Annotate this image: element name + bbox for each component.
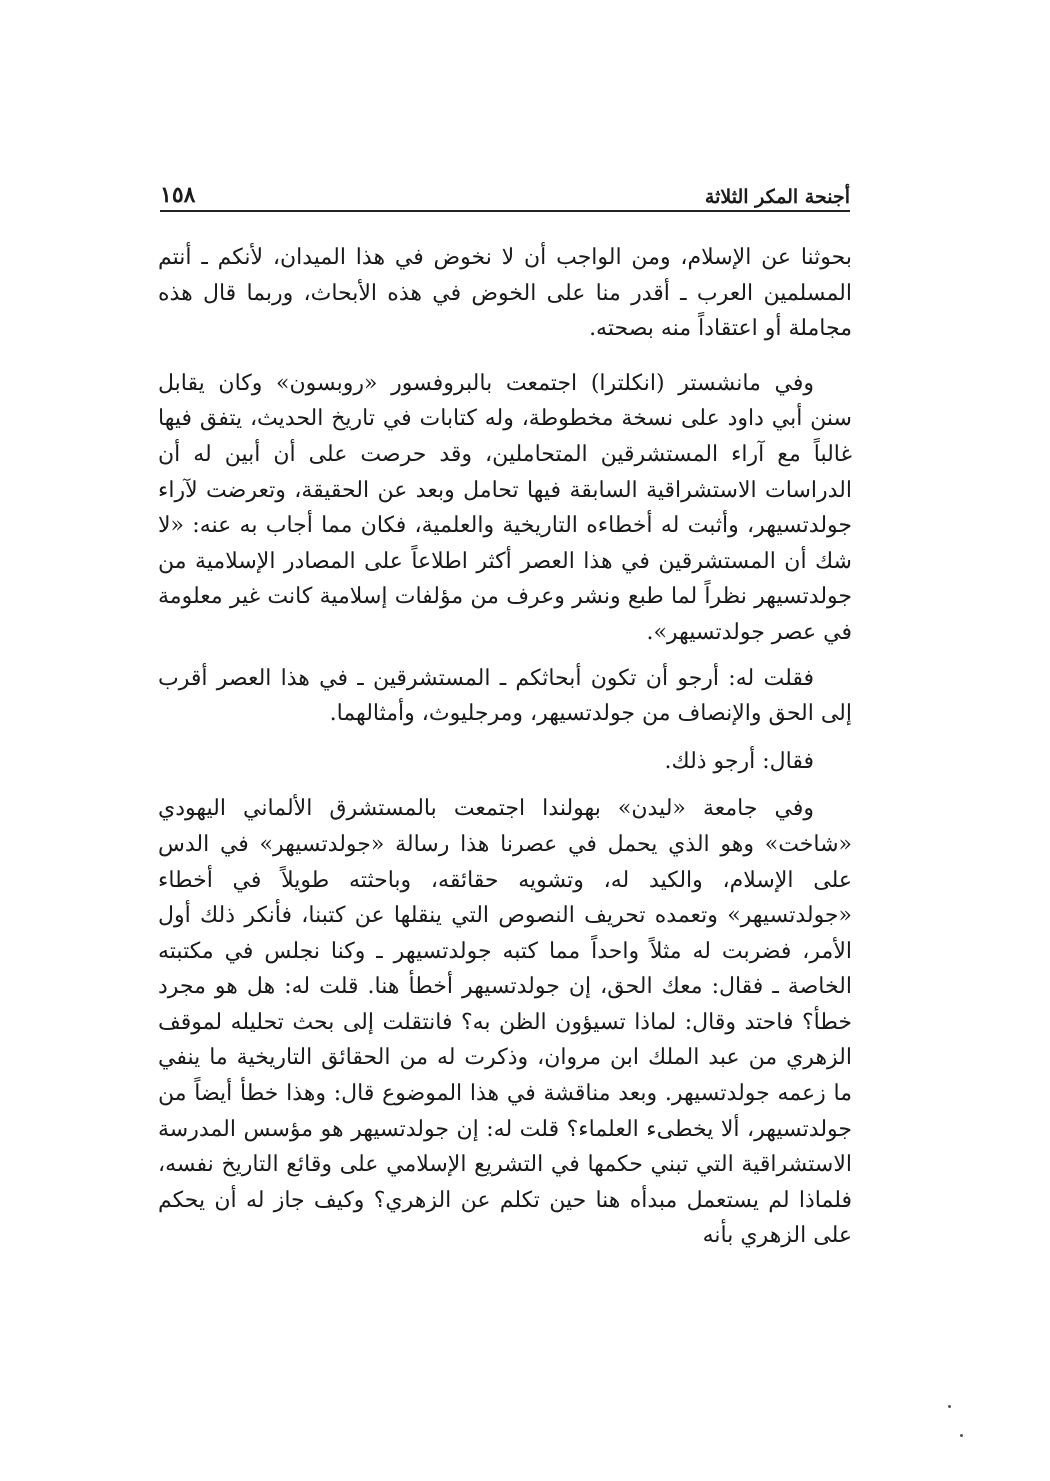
- scan-speck: [960, 1434, 963, 1437]
- page-number: ١٥٨: [160, 182, 196, 208]
- paragraph-reply: فقلت له: أرجو أن تكون أبحاثكم ـ المستشرقين ـ في هذا العصر أقرب إلى الحق والإنصاف من جولدتسيهر، ومرجليوث، وأمثالهما.: [158, 665, 852, 727]
- paragraph-answer: فقال: أرجو ذلك.: [664, 748, 814, 774]
- book-title: أجنحة المكر الثلاثة: [704, 186, 850, 208]
- running-header: [160, 172, 850, 212]
- paragraph-continuation: بحوثنا عن الإسلام، ومن الواجب أن لا نخوض في هذا الميدان، لأنكم ـ أنتم المسلمين العرب ـ أقدر منا على الخوض في هذه الأبحاث، وربما قال هذه مجاملة أو اعتقاداً منه بصحته.: [158, 245, 852, 342]
- scan-speck: [948, 1405, 951, 1408]
- paragraph-leiden: وفي جامعة «ليدن» بهولندا اجتمعت بالمستشرق الألماني اليهودي «شاخت» وهو الذي يحمل في عصرنا هذا رسالة «جولدتسيهر» في الدس على الإسلام، والكيد له، وتشويه حقائقه، وباحثته طويلاً في أخطاء «جولدتسيهر» وتعمده تحريف النصوص التي ينقلها عن كتبنا، فأنكر ذلك أول الأمر، فضربت له مثلاً واحداً مما كتبه جولدتسيهر ـ وكنا نجلس في مكتبته الخاصة ـ فقال: معك الحق، إن جولدتسيهر أخطأ هنا. قلت له: هل هو مجرد خطأ؟ فاحتد وقال: لماذا تسيؤون الظن به؟ فانتقلت إلى بحث تحليله لموقف الزهري من عبد الملك ابن مروان، وذكرت له من الحقائق التاريخية ما ينفي ما زعمه جولدتسيهر. وبعد مناقشة في هذا الموضوع قال: وهذا خطأ أيضاً من جولدتسيهر، ألا يخطىء العلماء؟ قلت له: إن جولدتسيهر هو مؤسس المدرسة الاستشراقية التي تبني حكمها في التشريع الإسلامي على وقائع التاريخ نفسه، فلماذا لم يستعمل مبدأه هنا حين تكلم عن الزهري؟ وكيف جاز له أن يحكم على الزهري بأنه: [158, 796, 852, 1249]
- paragraph-manchester: وفي مانشستر (انكلترا) اجتمعت بالبروفسور «روبسون» وكان يقابل سنن أبي داود على نسخة مخطوطة، وله كتابات في تاريخ الحديث، يتفق فيها غالباً مع آراء المستشرقين المتحاملين، وقد حرصت على أن أبين له أن الدراسات الاستشراقية السابقة فيها تحامل وبعد عن الحقيقة، وتعرضت لآراء جولدتسيهر، وأثبت له أخطاءه التاريخية والعلمية، فكان مما أجاب به عنه: «لا شك أن المستشرقين في هذا العصر أكثر اطلاعاً على المصادر الإسلامية من جولدتسيهر نظراً لما طبع ونشر وعرف من مؤلفات إسلامية كانت غير معلومة في عصر جولدتسيهر».: [158, 370, 852, 645]
- body-text: [158, 240, 852, 1254]
